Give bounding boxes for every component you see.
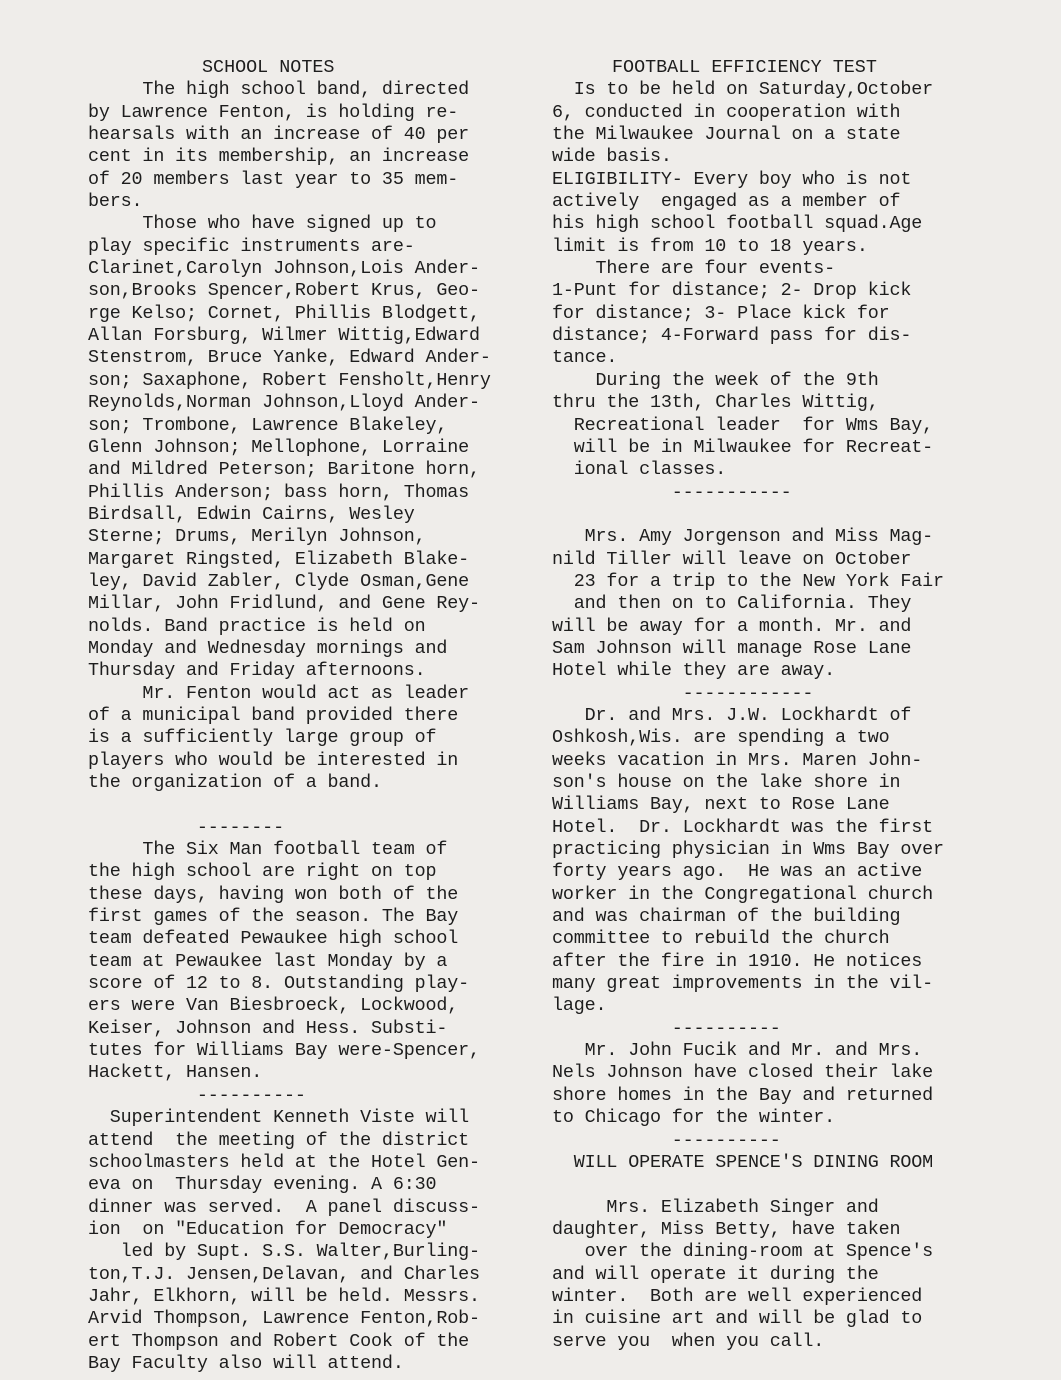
- text-line: of a municipal band provided there: [88, 704, 459, 726]
- text-line: ley, David Zabler, Clyde Osman,Gene: [88, 570, 470, 592]
- text-line: shore homes in the Bay and returned: [552, 1084, 934, 1106]
- text-line: --------: [88, 816, 284, 838]
- text-line: many great improvements in the vil-: [552, 973, 934, 995]
- text-line: nolds. Band practice is held on: [88, 615, 426, 637]
- text-line: ton,T.J. Jensen,Delavan, and Charles: [88, 1263, 480, 1285]
- text-line: Williams Bay, next to Rose Lane: [552, 794, 890, 816]
- text-line: committee to rebuild the church: [552, 928, 890, 950]
- text-line: will be away for a month. Mr. and: [552, 615, 912, 637]
- text-line: Clarinet,Carolyn Johnson,Lois Ander-: [88, 258, 480, 280]
- text-line: lage.: [552, 995, 607, 1017]
- text-line: team defeated Pewaukee high school: [88, 928, 459, 950]
- text-line: Mr. Fenton would act as leader: [88, 682, 470, 704]
- text-line: ----------: [552, 1017, 781, 1039]
- text-line: Monday and Wednesday mornings and: [88, 637, 448, 659]
- text-line: ion on "Education for Democracy": [88, 1218, 448, 1240]
- text-line: the organization of a band.: [88, 772, 382, 793]
- text-line: 1-Punt for distance; 2- Drop kick: [552, 280, 912, 302]
- text-line: worker in the Congregational church: [552, 883, 934, 905]
- left-column-body: [88, 79, 550, 1375]
- text-line: son's house on the lake shore in: [552, 772, 901, 793]
- text-line: the Milwaukee Journal on a state: [552, 124, 901, 146]
- text-line: son; Trombone, Lawrence Blakeley,: [88, 414, 448, 436]
- text-line: by Lawrence Fenton, is holding re-: [88, 101, 459, 123]
- text-line: serve you when you call.: [552, 1330, 825, 1352]
- text-line: The high school band, directed: [88, 79, 470, 101]
- text-line: The Six Man football team of: [88, 839, 448, 861]
- text-line: Hotel while they are away.: [552, 660, 836, 682]
- text-line: thru the 13th, Charles Wittig,: [552, 392, 879, 414]
- text-line: [88, 794, 550, 816]
- text-line: ers were Van Biesbroeck, Lockwood,: [88, 995, 459, 1017]
- text-line: to Chicago for the winter.: [552, 1107, 836, 1129]
- text-line: Millar, John Fridlund, and Gene Rey-: [88, 593, 480, 615]
- text-line: Dr. and Mrs. J.W. Lockhardt of: [552, 704, 912, 726]
- text-line: ----------: [88, 1084, 306, 1106]
- text-line: Jahr, Elkhorn, will be held. Messrs.: [88, 1285, 480, 1307]
- text-line: actively engaged as a member of: [552, 191, 901, 213]
- text-line: nild Tiller will leave on October: [552, 548, 912, 570]
- text-line: and was chairman of the building: [552, 906, 901, 928]
- text-line: will be in Milwaukee for Recreat-: [552, 436, 934, 458]
- school-notes-heading: SCHOOL NOTES: [202, 57, 335, 78]
- text-line: limit is from 10 to 18 years.: [552, 235, 868, 257]
- text-line: Superintendent Kenneth Viste will: [88, 1107, 470, 1129]
- text-line: bers.: [88, 191, 143, 213]
- text-line: Nels Johnson have closed their lake: [552, 1062, 934, 1084]
- text-line: Thursday and Friday afternoons.: [88, 660, 426, 682]
- text-line: Sterne; Drums, Merilyn Johnson,: [88, 526, 426, 548]
- text-line: tance.: [552, 347, 618, 369]
- text-line: forty years ago. He was an active: [552, 861, 923, 883]
- text-line: Glenn Johnson; Mellophone, Lorraine: [88, 436, 470, 458]
- text-line: winter. Both are well experienced: [552, 1285, 923, 1307]
- text-line: his high school football squad.Age: [552, 213, 923, 235]
- text-line: Hackett, Hansen.: [88, 1062, 263, 1084]
- text-line: for distance; 3- Place kick for: [552, 302, 890, 324]
- text-line: During the week of the 9th: [552, 369, 879, 391]
- text-line: attend the meeting of the district: [88, 1129, 470, 1151]
- text-line: Phillis Anderson; bass horn, Thomas: [88, 481, 470, 503]
- text-line: dinner was served. A panel discuss-: [88, 1196, 480, 1218]
- text-line: eva on Thursday evening. A 6:30: [88, 1174, 437, 1196]
- text-line: led by Supt. S.S. Walter,Burling-: [88, 1241, 480, 1263]
- text-line: of 20 members last year to 35 mem-: [88, 168, 459, 190]
- text-line: Mrs. Elizabeth Singer and: [552, 1196, 879, 1218]
- text-line: [552, 504, 1022, 526]
- text-line: son; Saxaphone, Robert Fensholt,Henry: [88, 369, 491, 391]
- text-line: hearsals with an increase of 40 per: [88, 124, 470, 146]
- text-line: ert Thompson and Robert Cook of the: [88, 1330, 470, 1352]
- text-line: tutes for Williams Bay were-Spencer,: [88, 1040, 480, 1062]
- text-line: and will operate it during the: [552, 1263, 879, 1285]
- left-column: [88, 57, 550, 1375]
- text-line: Arvid Thompson, Lawrence Fenton,Rob-: [88, 1308, 480, 1330]
- text-line: Mr. John Fucik and Mr. and Mrs.: [552, 1040, 923, 1062]
- text-line: cent in its membership, an increase: [88, 146, 470, 168]
- text-line: There are four events-: [552, 258, 836, 280]
- text-line: over the dining-room at Spence's: [552, 1241, 934, 1263]
- text-line: in cuisine art and will be glad to: [552, 1308, 923, 1330]
- text-line: Sam Johnson will manage Rose Lane: [552, 637, 912, 659]
- text-line: practicing physician in Wms Bay over: [552, 839, 944, 861]
- text-line: son,Brooks Spencer,Robert Krus, Geo-: [88, 280, 480, 302]
- text-line: 23 for a trip to the New York Fair: [552, 570, 944, 592]
- right-column: [552, 57, 1022, 1353]
- text-line: Birdsall, Edwin Cairns, Wesley: [88, 503, 415, 525]
- text-line: Margaret Ringsted, Elizabeth Blake-: [88, 548, 470, 570]
- text-line: Keiser, Johnson and Hess. Substi-: [88, 1017, 448, 1039]
- text-line: wide basis.: [552, 146, 672, 168]
- text-line: -----------: [552, 481, 792, 503]
- text-line: ------------: [552, 682, 814, 704]
- text-line: after the fire in 1910. He notices: [552, 950, 923, 972]
- text-line: Hotel. Dr. Lockhardt was the first: [552, 816, 934, 838]
- text-line: 6, conducted in cooperation with: [552, 101, 901, 123]
- text-line: players who would be interested in: [88, 749, 459, 771]
- text-line: WILL OPERATE SPENCE'S DINING ROOM: [552, 1151, 934, 1173]
- text-line: ELIGIBILITY- Every boy who is not: [552, 168, 912, 190]
- text-line: and then on to California. They: [552, 593, 912, 615]
- text-line: is a sufficiently large group of: [88, 727, 437, 749]
- text-line: Reynolds,Norman Johnson,Lloyd Ander-: [88, 392, 480, 414]
- text-line: Stenstrom, Bruce Yanke, Edward Ander-: [88, 347, 491, 369]
- text-line: rge Kelso; Cornet, Phillis Blodgett,: [88, 302, 480, 324]
- text-line: play specific instruments are-: [88, 235, 415, 257]
- text-line: [552, 1174, 1022, 1196]
- right-column-body: [552, 79, 1022, 1353]
- football-test-heading: FOOTBALL EFFICIENCY TEST: [612, 57, 877, 78]
- text-line: and Mildred Peterson; Baritone horn,: [88, 459, 480, 481]
- text-line: distance; 4-Forward pass for dis-: [552, 325, 912, 347]
- text-line: Recreational leader for Wms Bay,: [552, 414, 934, 436]
- text-line: schoolmasters held at the Hotel Gen-: [88, 1151, 480, 1173]
- text-line: team at Pewaukee last Monday by a: [88, 950, 448, 972]
- text-line: Mrs. Amy Jorgenson and Miss Mag-: [552, 526, 934, 548]
- text-line: ional classes.: [552, 459, 727, 481]
- text-line: weeks vacation in Mrs. Maren John-: [552, 749, 923, 771]
- text-line: score of 12 to 8. Outstanding play-: [88, 973, 470, 995]
- text-line: Is to be held on Saturday,October: [552, 79, 934, 101]
- text-line: Bay Faculty also will attend.: [88, 1352, 404, 1374]
- text-line: first games of the season. The Bay: [88, 906, 459, 928]
- text-line: daughter, Miss Betty, have taken: [552, 1218, 901, 1240]
- text-line: ----------: [552, 1129, 781, 1151]
- text-line: Oshkosh,Wis. are spending a two: [552, 727, 890, 749]
- text-line: the high school are right on top: [88, 861, 437, 883]
- text-line: Those who have signed up to: [88, 213, 437, 235]
- text-line: Allan Forsburg, Wilmer Wittig,Edward: [88, 325, 480, 347]
- text-line: these days, having won both of the: [88, 883, 459, 905]
